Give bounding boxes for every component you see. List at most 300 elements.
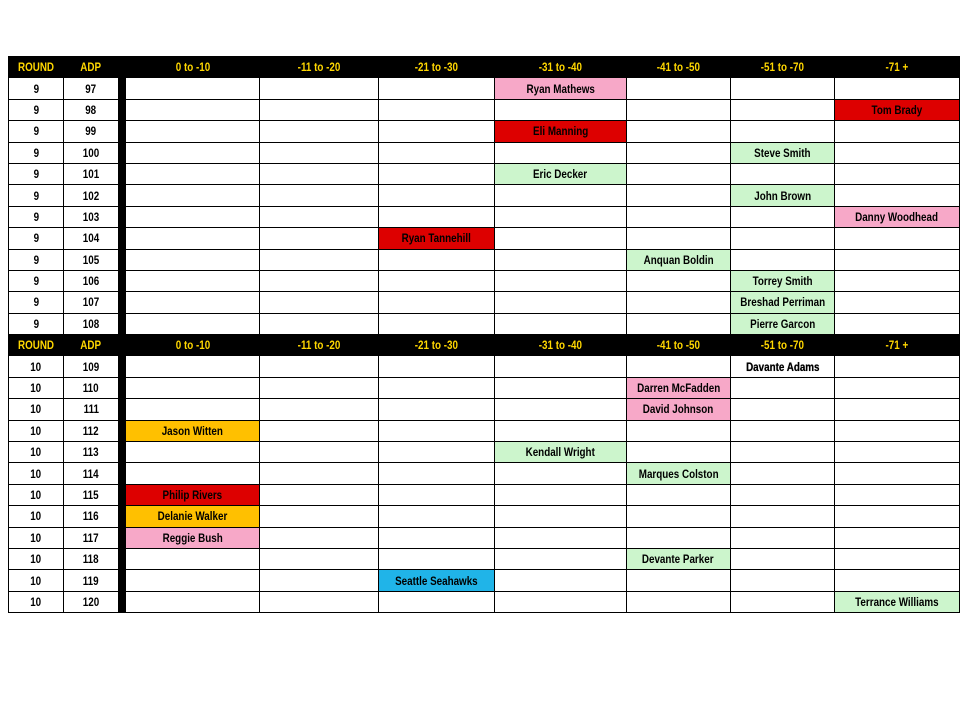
empty-cell	[260, 78, 379, 99]
round-cell	[9, 356, 64, 377]
header-row	[9, 57, 960, 78]
empty-cell	[730, 163, 834, 184]
empty-cell	[379, 377, 495, 398]
adp-value: 106	[82, 274, 100, 289]
range-51-70-header	[730, 57, 834, 78]
adp-cell	[63, 163, 118, 184]
player-name: Marques Colston	[638, 466, 719, 481]
round-value: 9	[33, 231, 39, 246]
empty-cell	[494, 142, 626, 163]
adp-cell	[63, 121, 118, 142]
separator-column	[118, 548, 125, 569]
player-name: Philip Rivers	[162, 488, 223, 502]
empty-cell	[494, 591, 626, 612]
range-71-plus-header	[835, 335, 960, 356]
empty-cell	[626, 99, 730, 120]
separator-column	[118, 249, 125, 270]
round-cell	[9, 163, 64, 184]
player-name: Tom Brady	[871, 102, 923, 117]
table-row	[9, 163, 960, 184]
empty-cell	[494, 377, 626, 398]
player-cell	[835, 99, 960, 120]
player-cell	[626, 548, 730, 569]
player-cell	[730, 142, 834, 163]
adp-value: 108	[82, 316, 100, 331]
player-cell	[125, 484, 260, 505]
round-value: 9	[33, 124, 39, 139]
player-name: Ryan Tannehill	[401, 231, 472, 246]
player-cell	[730, 292, 834, 313]
empty-cell	[125, 249, 260, 270]
empty-cell	[379, 270, 495, 291]
adp-value: 100	[82, 145, 100, 160]
round-cell	[9, 527, 64, 548]
empty-cell	[260, 356, 379, 377]
range-11-20-header	[260, 335, 379, 356]
round-cell	[9, 484, 64, 505]
empty-cell	[260, 313, 379, 334]
empty-cell	[730, 548, 834, 569]
player-name: Pierre Garcon	[749, 316, 815, 331]
empty-cell	[730, 442, 834, 463]
round-value: 10	[30, 594, 42, 609]
adp-value: 107	[82, 295, 100, 310]
player-cell	[125, 420, 260, 441]
table-row	[9, 313, 960, 334]
empty-cell	[494, 228, 626, 249]
empty-cell	[125, 206, 260, 227]
adp-cell	[63, 206, 118, 227]
header-label: -41 to -50	[656, 60, 700, 75]
round-value: 10	[30, 573, 42, 588]
header-label: ROUND	[17, 60, 55, 75]
adp-value: 99	[85, 124, 97, 139]
player-name: Reggie Bush	[162, 530, 223, 545]
player-name: Darren McFadden	[636, 381, 720, 396]
round-cell	[9, 442, 64, 463]
range-11-20-header	[260, 57, 379, 78]
player-name: Danny Woodhead	[855, 209, 939, 224]
empty-cell	[730, 78, 834, 99]
adp-cell	[63, 463, 118, 484]
player-cell	[835, 591, 960, 612]
header-label: 0 to -10	[175, 338, 210, 353]
separator-column	[118, 484, 125, 505]
empty-cell	[260, 506, 379, 527]
empty-cell	[260, 270, 379, 291]
separator-column	[118, 463, 125, 484]
player-cell	[379, 228, 495, 249]
empty-cell	[379, 442, 495, 463]
table-row	[9, 228, 960, 249]
empty-cell	[730, 506, 834, 527]
header-label: -51 to -70	[760, 60, 804, 75]
table-row	[9, 548, 960, 569]
round-cell	[9, 121, 64, 142]
empty-cell	[835, 163, 960, 184]
round-cell	[9, 570, 64, 591]
empty-cell	[379, 249, 495, 270]
range-41-50-header	[626, 335, 730, 356]
empty-cell	[730, 570, 834, 591]
empty-cell	[260, 442, 379, 463]
table-row	[9, 185, 960, 206]
separator-column	[118, 570, 125, 591]
empty-cell	[626, 420, 730, 441]
separator-column	[118, 591, 125, 612]
empty-cell	[260, 206, 379, 227]
empty-cell	[835, 399, 960, 420]
separator-column	[118, 442, 125, 463]
empty-cell	[379, 591, 495, 612]
player-cell	[379, 570, 495, 591]
table-row	[9, 270, 960, 291]
empty-cell	[260, 228, 379, 249]
round-cell	[9, 548, 64, 569]
range-71-plus-header	[835, 57, 960, 78]
round-cell	[9, 399, 64, 420]
header-label: -31 to -40	[538, 338, 582, 353]
player-cell	[494, 163, 626, 184]
player-name: Eli Manning	[532, 124, 588, 139]
empty-cell	[494, 249, 626, 270]
empty-cell	[626, 270, 730, 291]
separator-column	[118, 399, 125, 420]
adp-cell	[63, 249, 118, 270]
adp-cell	[63, 570, 118, 591]
empty-cell	[494, 463, 626, 484]
empty-cell	[125, 270, 260, 291]
empty-cell	[260, 163, 379, 184]
adp-value: 104	[82, 231, 100, 246]
header-label: -41 to -50	[656, 338, 700, 353]
empty-cell	[379, 356, 495, 377]
adp-cell	[63, 591, 118, 612]
separator-column	[118, 420, 125, 441]
round-cell	[9, 249, 64, 270]
round-value: 10	[30, 552, 42, 567]
round-value: 9	[33, 295, 39, 310]
empty-cell	[260, 399, 379, 420]
empty-cell	[125, 356, 260, 377]
table-row	[9, 420, 960, 441]
empty-cell	[494, 484, 626, 505]
empty-cell	[379, 484, 495, 505]
empty-cell	[730, 399, 834, 420]
table-row	[9, 377, 960, 398]
empty-cell	[494, 570, 626, 591]
empty-cell	[494, 206, 626, 227]
adp-cell	[63, 99, 118, 120]
empty-cell	[626, 121, 730, 142]
empty-cell	[835, 442, 960, 463]
empty-cell	[626, 356, 730, 377]
empty-cell	[730, 420, 834, 441]
separator-column	[118, 57, 125, 78]
empty-cell	[260, 591, 379, 612]
separator-column	[118, 335, 125, 356]
empty-cell	[379, 121, 495, 142]
range-41-50-header	[626, 57, 730, 78]
adp-cell	[63, 377, 118, 398]
adp-value: 114	[82, 466, 99, 481]
empty-cell	[626, 484, 730, 505]
empty-cell	[125, 377, 260, 398]
adp-cell	[63, 228, 118, 249]
adp-value: 109	[82, 359, 100, 374]
separator-column	[118, 99, 125, 120]
header-label: -51 to -70	[760, 338, 804, 353]
empty-cell	[626, 591, 730, 612]
player-name: Kendall Wright	[525, 445, 595, 460]
player-cell	[494, 121, 626, 142]
round-value: 9	[33, 316, 39, 331]
empty-cell	[730, 463, 834, 484]
empty-cell	[379, 548, 495, 569]
empty-cell	[730, 228, 834, 249]
table-row	[9, 356, 960, 377]
empty-cell	[379, 420, 495, 441]
adp-cell	[63, 442, 118, 463]
empty-cell	[835, 292, 960, 313]
table-row	[9, 206, 960, 227]
round-value: 9	[33, 81, 39, 96]
empty-cell	[626, 185, 730, 206]
empty-cell	[260, 185, 379, 206]
separator-column	[118, 270, 125, 291]
empty-cell	[125, 570, 260, 591]
empty-cell	[835, 570, 960, 591]
adp-table-body	[9, 57, 960, 613]
empty-cell	[494, 527, 626, 548]
adp-cell	[63, 292, 118, 313]
empty-cell	[835, 377, 960, 398]
empty-cell	[125, 78, 260, 99]
player-name: Terrance Williams	[855, 594, 939, 609]
player-cell	[626, 249, 730, 270]
empty-cell	[379, 78, 495, 99]
player-name: Devante Parker	[642, 552, 715, 567]
player-cell	[125, 506, 260, 527]
player-name: Breshad Perriman	[739, 295, 825, 310]
separator-column	[118, 527, 125, 548]
range-0-10-header	[125, 335, 260, 356]
header-label: ROUND	[17, 338, 55, 353]
adp-value: 111	[83, 402, 99, 417]
header-label: -71 +	[885, 60, 909, 75]
empty-cell	[125, 99, 260, 120]
empty-cell	[835, 249, 960, 270]
empty-cell	[125, 121, 260, 142]
separator-column	[118, 142, 125, 163]
empty-cell	[379, 313, 495, 334]
round-value: 10	[30, 530, 42, 545]
empty-cell	[260, 99, 379, 120]
player-cell	[626, 463, 730, 484]
separator-column	[118, 163, 125, 184]
round-cell	[9, 463, 64, 484]
header-label: -31 to -40	[538, 60, 582, 75]
separator-column	[118, 206, 125, 227]
table-row	[9, 292, 960, 313]
table-row	[9, 484, 960, 505]
range-21-30-header	[379, 57, 495, 78]
separator-column	[118, 377, 125, 398]
empty-cell	[626, 292, 730, 313]
round-cell	[9, 270, 64, 291]
empty-cell	[125, 313, 260, 334]
empty-cell	[260, 377, 379, 398]
adp-value: 113	[82, 445, 99, 460]
adp-cell	[63, 506, 118, 527]
empty-cell	[379, 527, 495, 548]
empty-cell	[125, 163, 260, 184]
adp-value: 117	[82, 530, 99, 545]
adp-cell	[63, 313, 118, 334]
adp-cell	[63, 270, 118, 291]
player-cell	[730, 270, 834, 291]
empty-cell	[494, 185, 626, 206]
empty-cell	[626, 313, 730, 334]
empty-cell	[494, 313, 626, 334]
adp-cell	[63, 420, 118, 441]
empty-cell	[125, 548, 260, 569]
player-name: Seattle Seahawks	[395, 573, 478, 588]
round-cell	[9, 377, 64, 398]
range-51-70-header	[730, 335, 834, 356]
player-name: Anquan Boldin	[643, 252, 714, 267]
adp-value: 98	[85, 102, 97, 117]
empty-cell	[835, 548, 960, 569]
empty-cell	[835, 313, 960, 334]
player-cell	[626, 399, 730, 420]
empty-cell	[494, 292, 626, 313]
adp-value: 115	[82, 488, 99, 502]
table-row	[9, 442, 960, 463]
round-cell	[9, 78, 64, 99]
adp-cell	[63, 484, 118, 505]
empty-cell	[494, 399, 626, 420]
table-row	[9, 121, 960, 142]
empty-cell	[835, 420, 960, 441]
empty-cell	[125, 292, 260, 313]
empty-cell	[494, 99, 626, 120]
round-value: 10	[30, 466, 42, 481]
header-label: -21 to -30	[414, 338, 459, 353]
round-cell	[9, 506, 64, 527]
round-cell	[9, 99, 64, 120]
round-header	[9, 57, 64, 78]
round-cell	[9, 228, 64, 249]
empty-cell	[379, 99, 495, 120]
header-label: -71 +	[885, 338, 909, 353]
round-value: 10	[30, 423, 42, 438]
empty-cell	[626, 506, 730, 527]
player-cell	[730, 185, 834, 206]
separator-column	[118, 506, 125, 527]
empty-cell	[835, 78, 960, 99]
round-cell	[9, 313, 64, 334]
empty-cell	[835, 356, 960, 377]
player-cell	[125, 527, 260, 548]
empty-cell	[379, 206, 495, 227]
round-cell	[9, 206, 64, 227]
player-name: Davante Adams	[745, 359, 820, 374]
adp-cell	[63, 548, 118, 569]
adp-value: 112	[82, 423, 99, 438]
table-row	[9, 506, 960, 527]
empty-cell	[730, 121, 834, 142]
header-label: ADP	[80, 338, 102, 353]
table-row	[9, 99, 960, 120]
empty-cell	[835, 270, 960, 291]
empty-cell	[835, 121, 960, 142]
table-row	[9, 591, 960, 612]
empty-cell	[730, 99, 834, 120]
header-row	[9, 335, 960, 356]
empty-cell	[626, 442, 730, 463]
empty-cell	[379, 163, 495, 184]
empty-cell	[494, 548, 626, 569]
empty-cell	[730, 484, 834, 505]
adp-cell	[63, 142, 118, 163]
round-cell	[9, 292, 64, 313]
empty-cell	[494, 420, 626, 441]
empty-cell	[379, 463, 495, 484]
adp-value: 101	[82, 167, 100, 182]
empty-cell	[260, 548, 379, 569]
separator-column	[118, 185, 125, 206]
player-cell	[730, 356, 834, 377]
range-21-30-header	[379, 335, 495, 356]
adp-value: 105	[82, 252, 100, 267]
empty-cell	[125, 185, 260, 206]
empty-cell	[835, 228, 960, 249]
empty-cell	[626, 527, 730, 548]
header-label: -11 to -20	[297, 338, 341, 353]
empty-cell	[626, 78, 730, 99]
round-value: 10	[30, 359, 42, 374]
empty-cell	[125, 442, 260, 463]
player-name: David Johnson	[642, 402, 714, 417]
empty-cell	[379, 142, 495, 163]
separator-column	[118, 356, 125, 377]
header-label: -21 to -30	[414, 60, 459, 75]
player-cell	[494, 78, 626, 99]
empty-cell	[379, 185, 495, 206]
player-cell	[494, 442, 626, 463]
player-name: Delanie Walker	[157, 509, 228, 524]
empty-cell	[125, 591, 260, 612]
empty-cell	[260, 142, 379, 163]
round-value: 9	[33, 188, 39, 203]
empty-cell	[494, 270, 626, 291]
round-value: 10	[30, 445, 42, 460]
empty-cell	[730, 591, 834, 612]
player-name: John Brown	[753, 188, 811, 203]
round-value: 10	[30, 488, 42, 502]
empty-cell	[494, 356, 626, 377]
separator-column	[118, 228, 125, 249]
empty-cell	[730, 527, 834, 548]
range-31-40-header	[494, 335, 626, 356]
empty-cell	[260, 570, 379, 591]
empty-cell	[626, 228, 730, 249]
round-value: 9	[33, 252, 39, 267]
empty-cell	[260, 249, 379, 270]
empty-cell	[260, 292, 379, 313]
empty-cell	[494, 506, 626, 527]
